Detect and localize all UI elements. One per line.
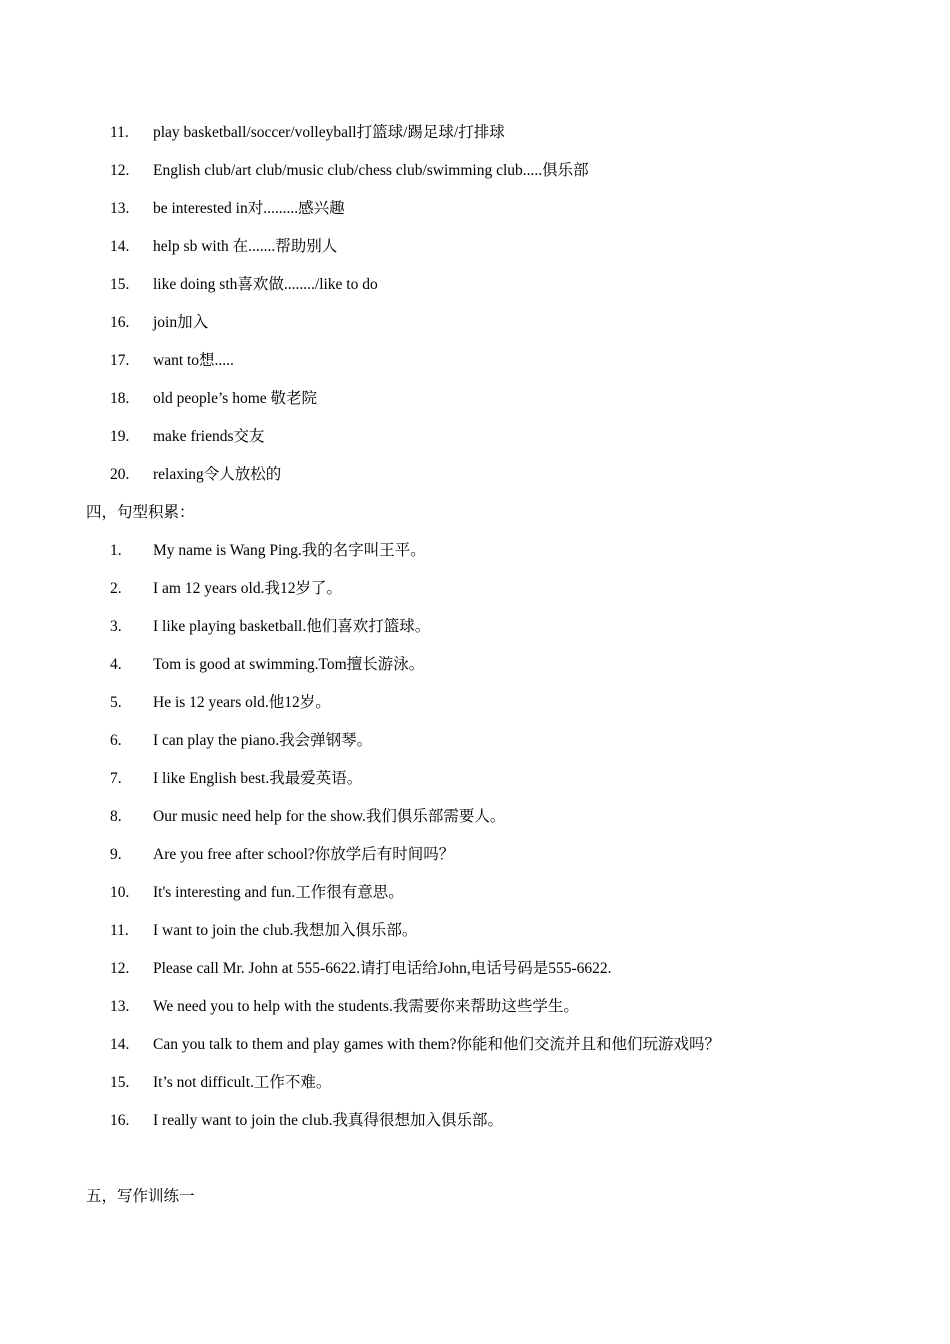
item-text: join加入 <box>153 314 209 331</box>
item-text: I really want to join the club.我真得很想加入俱乐部。 <box>153 1112 503 1129</box>
item-text: want to想..... <box>153 352 234 369</box>
item-number: 17. <box>110 352 130 369</box>
item-number: 19. <box>110 428 130 445</box>
item-text: Our music need help for the show.我们俱乐部需要人。 <box>153 808 506 825</box>
item-text: Can you talk to them and play games with them?你能和他们交流并且和他们玩游戏吗？ <box>153 1036 720 1053</box>
item-text: I am 12 years old.我12岁了。 <box>153 580 342 597</box>
item-text: Are you free after school?你放学后有时间吗？ <box>153 846 455 863</box>
item-text: relaxing令人放松的 <box>153 466 282 483</box>
item-text: old people’s home 敬老院 <box>153 390 318 407</box>
item-text: be interested in对.........感兴趣 <box>153 200 345 217</box>
item-text: I like playing basketball.他们喜欢打篮球。 <box>153 618 431 635</box>
item-number: 15. <box>110 276 130 293</box>
item-text: I can play the piano.我会弹钢琴。 <box>153 732 373 749</box>
item-number: 8. <box>110 808 122 825</box>
item-text: English club/art club/music club/chess club/swimming club.....俱乐部 <box>153 162 589 179</box>
item-number: 5. <box>110 694 122 711</box>
item-number: 18. <box>110 390 130 407</box>
item-text: Tom is good at swimming.Tom擅长游泳。 <box>153 656 425 673</box>
item-number: 6. <box>110 732 122 749</box>
item-text: We need you to help with the students.我需要你来帮助这些学生。 <box>153 998 579 1015</box>
item-number: 4. <box>110 656 122 673</box>
item-number: 14. <box>110 1036 130 1053</box>
item-text: My name is Wang Ping.我的名字叫王平。 <box>153 542 426 559</box>
item-number: 10. <box>110 884 130 901</box>
item-number: 13. <box>110 998 130 1015</box>
item-number: 7. <box>110 770 122 787</box>
item-text: I like English best.我最爱英语。 <box>153 770 363 787</box>
item-number: 16. <box>110 1112 130 1129</box>
item-text: It’s not difficult.工作不难。 <box>153 1074 332 1091</box>
item-number: 12. <box>110 162 130 179</box>
item-number: 2. <box>110 580 122 597</box>
item-number: 20. <box>110 466 130 483</box>
section-heading: 四，句型积累： <box>86 504 195 521</box>
item-number: 14. <box>110 238 130 255</box>
item-text: play basketball/soccer/volleyball打篮球/踢足球/打排球 <box>153 124 505 141</box>
item-number: 11. <box>110 922 129 939</box>
item-text: Please call Mr. John at 555-6622.请打电话给John,电话号码是555-6622. <box>153 960 612 977</box>
item-number: 1. <box>110 542 122 559</box>
item-number: 15. <box>110 1074 130 1091</box>
item-text: like doing sth喜欢做......../like to do <box>153 276 378 293</box>
item-number: 13. <box>110 200 130 217</box>
item-text: I want to join the club.我想加入俱乐部。 <box>153 922 418 939</box>
item-number: 9. <box>110 846 122 863</box>
section-heading: 五，写作训练一 <box>86 1188 195 1205</box>
item-text: make friends交友 <box>153 428 265 445</box>
item-number: 16. <box>110 314 130 331</box>
item-text: He is 12 years old.他12岁。 <box>153 694 331 711</box>
item-number: 12. <box>110 960 130 977</box>
item-number: 11. <box>110 124 129 141</box>
item-number: 3. <box>110 618 122 635</box>
item-text: It's interesting and fun.工作很有意思。 <box>153 884 404 901</box>
item-text: help sb with 在.......帮助别人 <box>153 238 338 255</box>
